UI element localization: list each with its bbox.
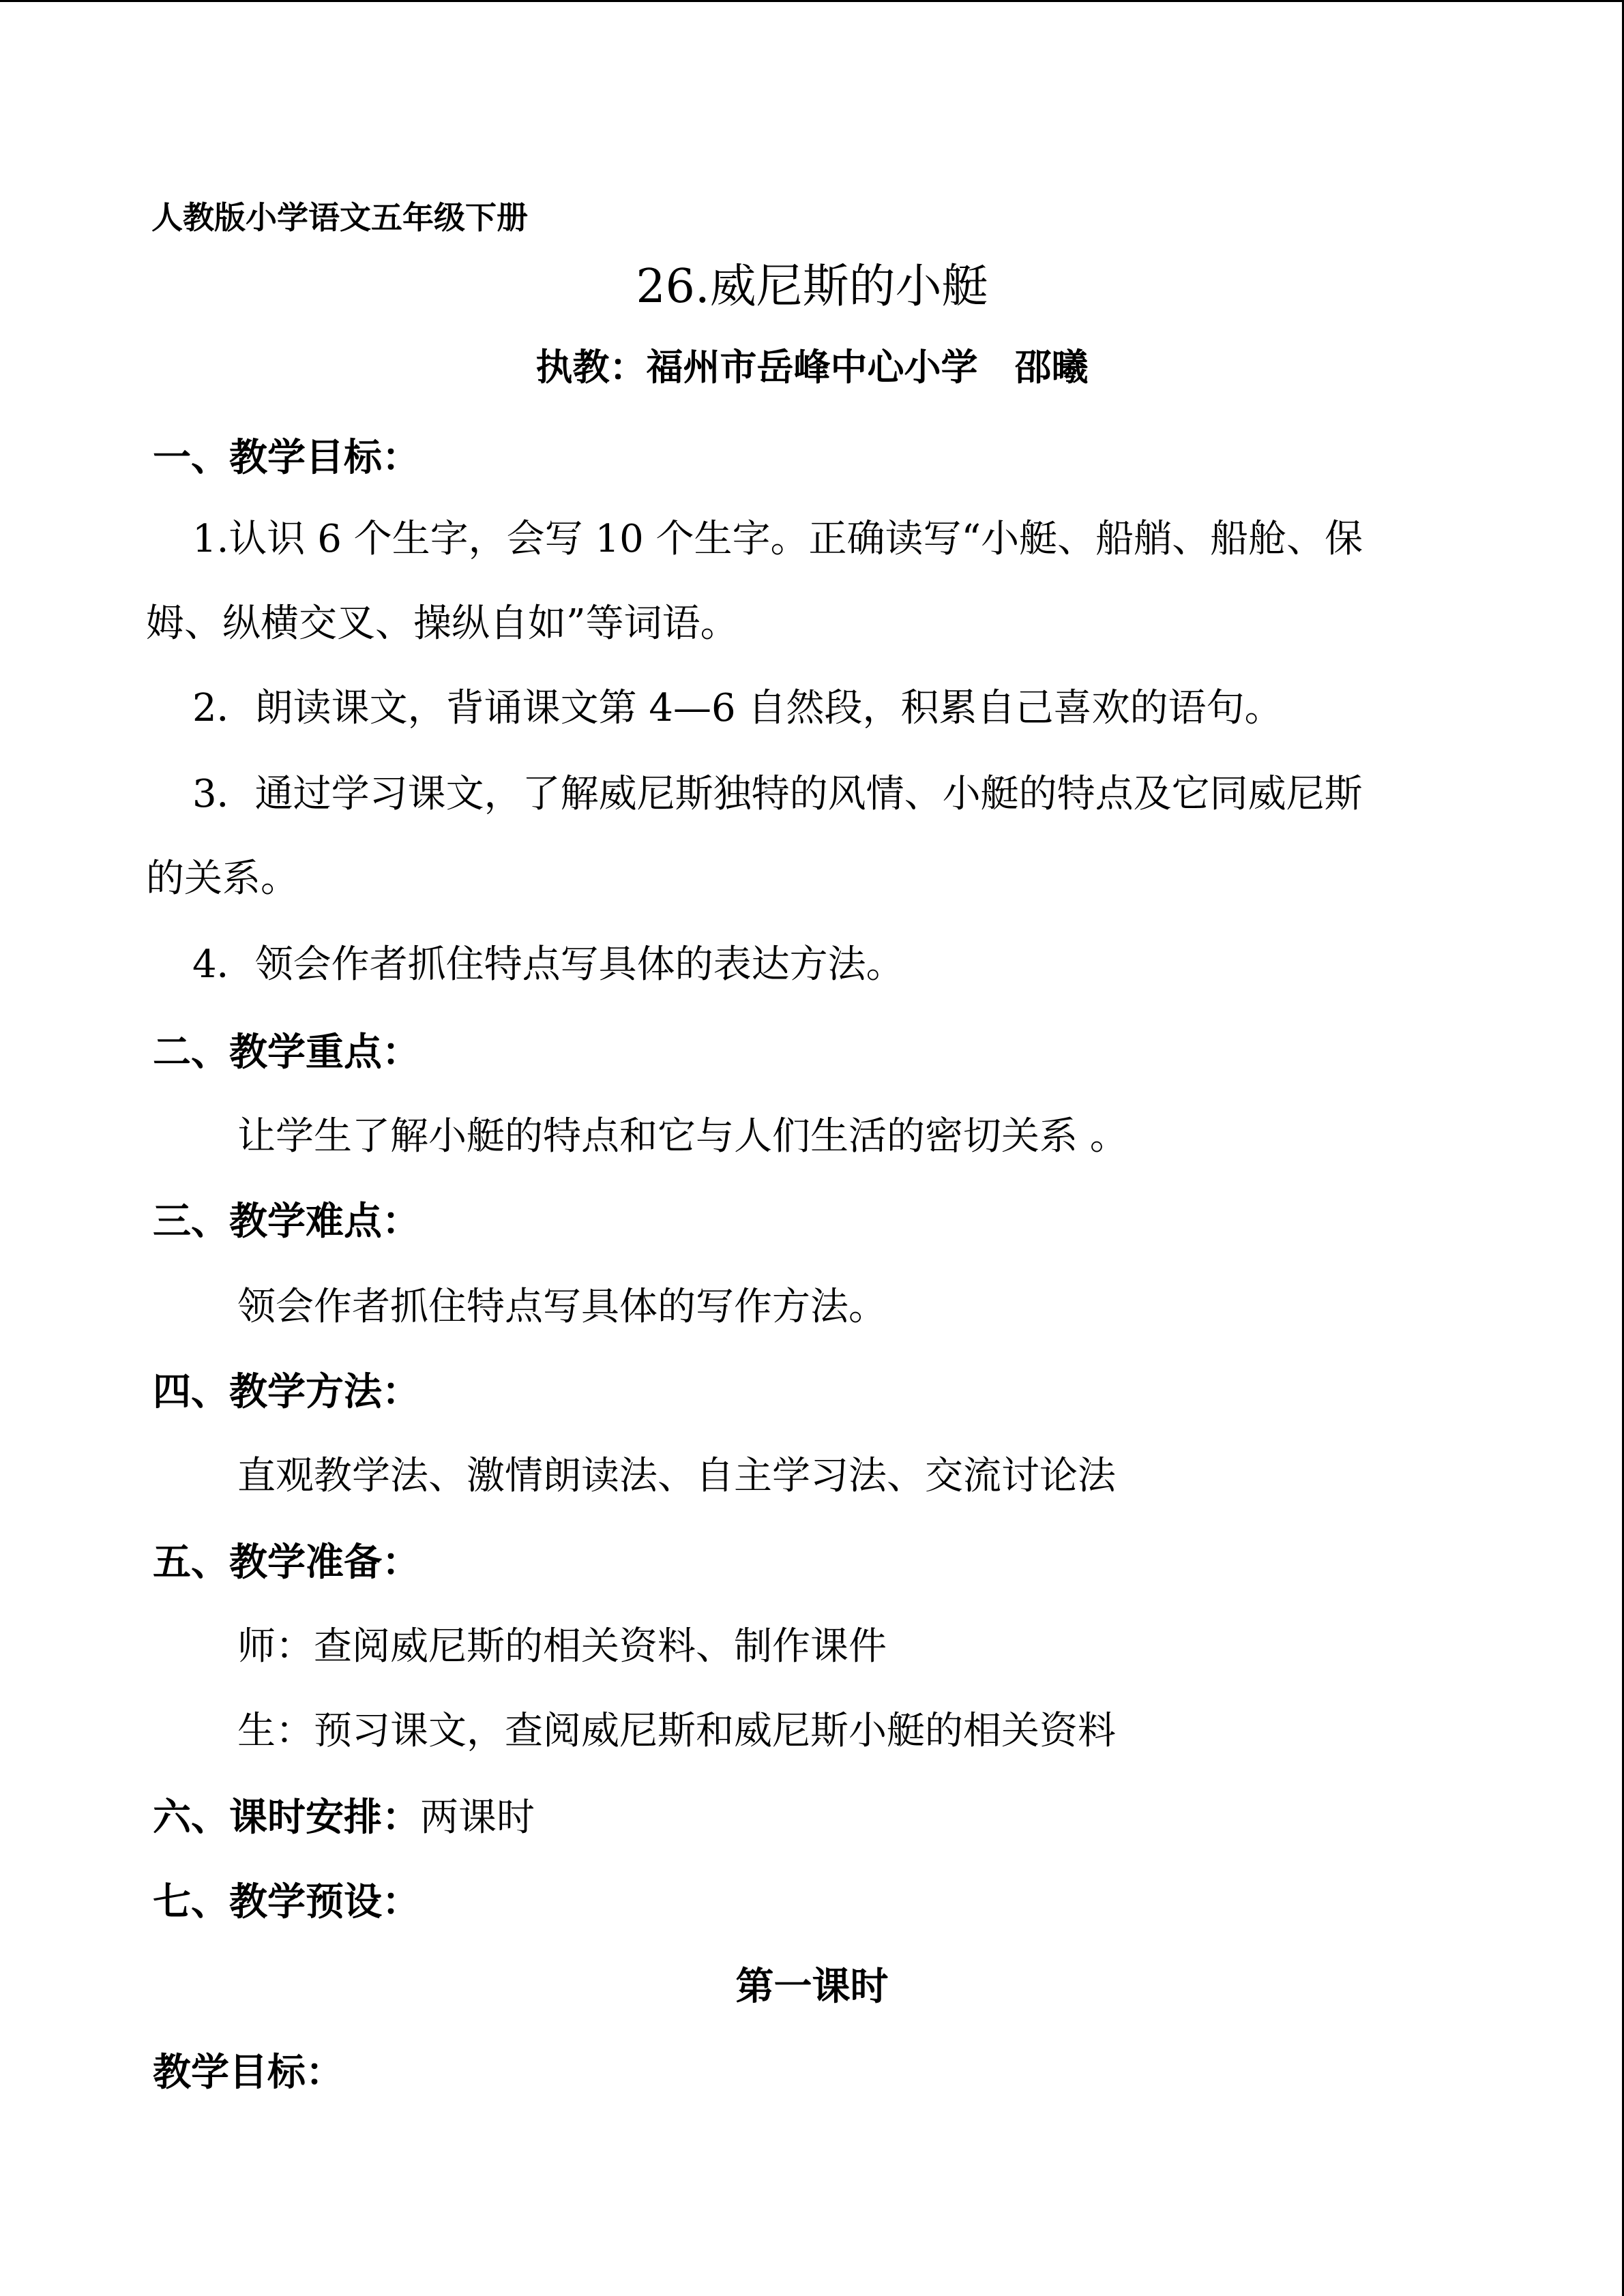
preparation-teacher: 师：查阅威尼斯的相关资料、制作课件 [237,1624,887,1669]
section-heading-goals: 一、教学目标： [153,435,420,480]
difficulties-text: 领会作者抓住特点写具体的写作方法。 [237,1285,887,1329]
goal-item-4: 4．领会作者抓住特点写具体的表达方法。 [192,942,904,987]
goal-item-3-line-1: 3．通过学习课文，了解威尼斯独特的风情、小艇的特点及它同威尼斯 [192,772,1363,816]
document-header-label: 人教版小学语文五年级下册 [151,199,528,236]
preparation-student: 生：预习课文，查阅威尼斯和威尼斯小艇的相关资料 [237,1709,1116,1753]
section-heading-preparation: 五、教学准备： [153,1540,420,1585]
schedule-value: 两课时 [420,1795,535,1840]
key-points-text: 让学生了解小艇的特点和它与人们生活的密切关系 。 [237,1114,1128,1159]
section-heading-difficulties: 三、教学难点： [153,1199,420,1244]
schedule-line [153,1795,535,1840]
section-heading-schedule: 六、课时安排： [153,1795,420,1840]
first-lesson-title: 第一课时 [735,1964,889,2009]
methods-text: 直观教学法、激情朗读法、自主学习法、交流讨论法 [237,1454,1116,1498]
goal-item-2: 2．朗读课文，背诵课文第 4—6 自然段，积累自己喜欢的语句。 [192,686,1283,730]
author-line: 执教：福州市岳峰中心小学 邵曦 [535,345,1089,389]
goal-item-1-line-2: 姆、纵横交叉、操纵自如”等词语。 [146,601,739,646]
first-lesson-goals-heading: 教学目标： [153,2050,344,2095]
section-heading-methods: 四、教学方法： [153,1369,420,1414]
section-heading-key-points: 二、教学重点： [153,1030,420,1075]
goal-item-3-line-2: 的关系。 [146,856,299,901]
document-title: 26.威尼斯的小艇 [636,260,988,314]
goal-item-1-line-1: 1.认识 6 个生字，会写 10 个生字。正确读写“小艇、船艄、船舱、保 [192,517,1363,561]
section-heading-presets: 七、教学预设： [153,1879,420,1924]
